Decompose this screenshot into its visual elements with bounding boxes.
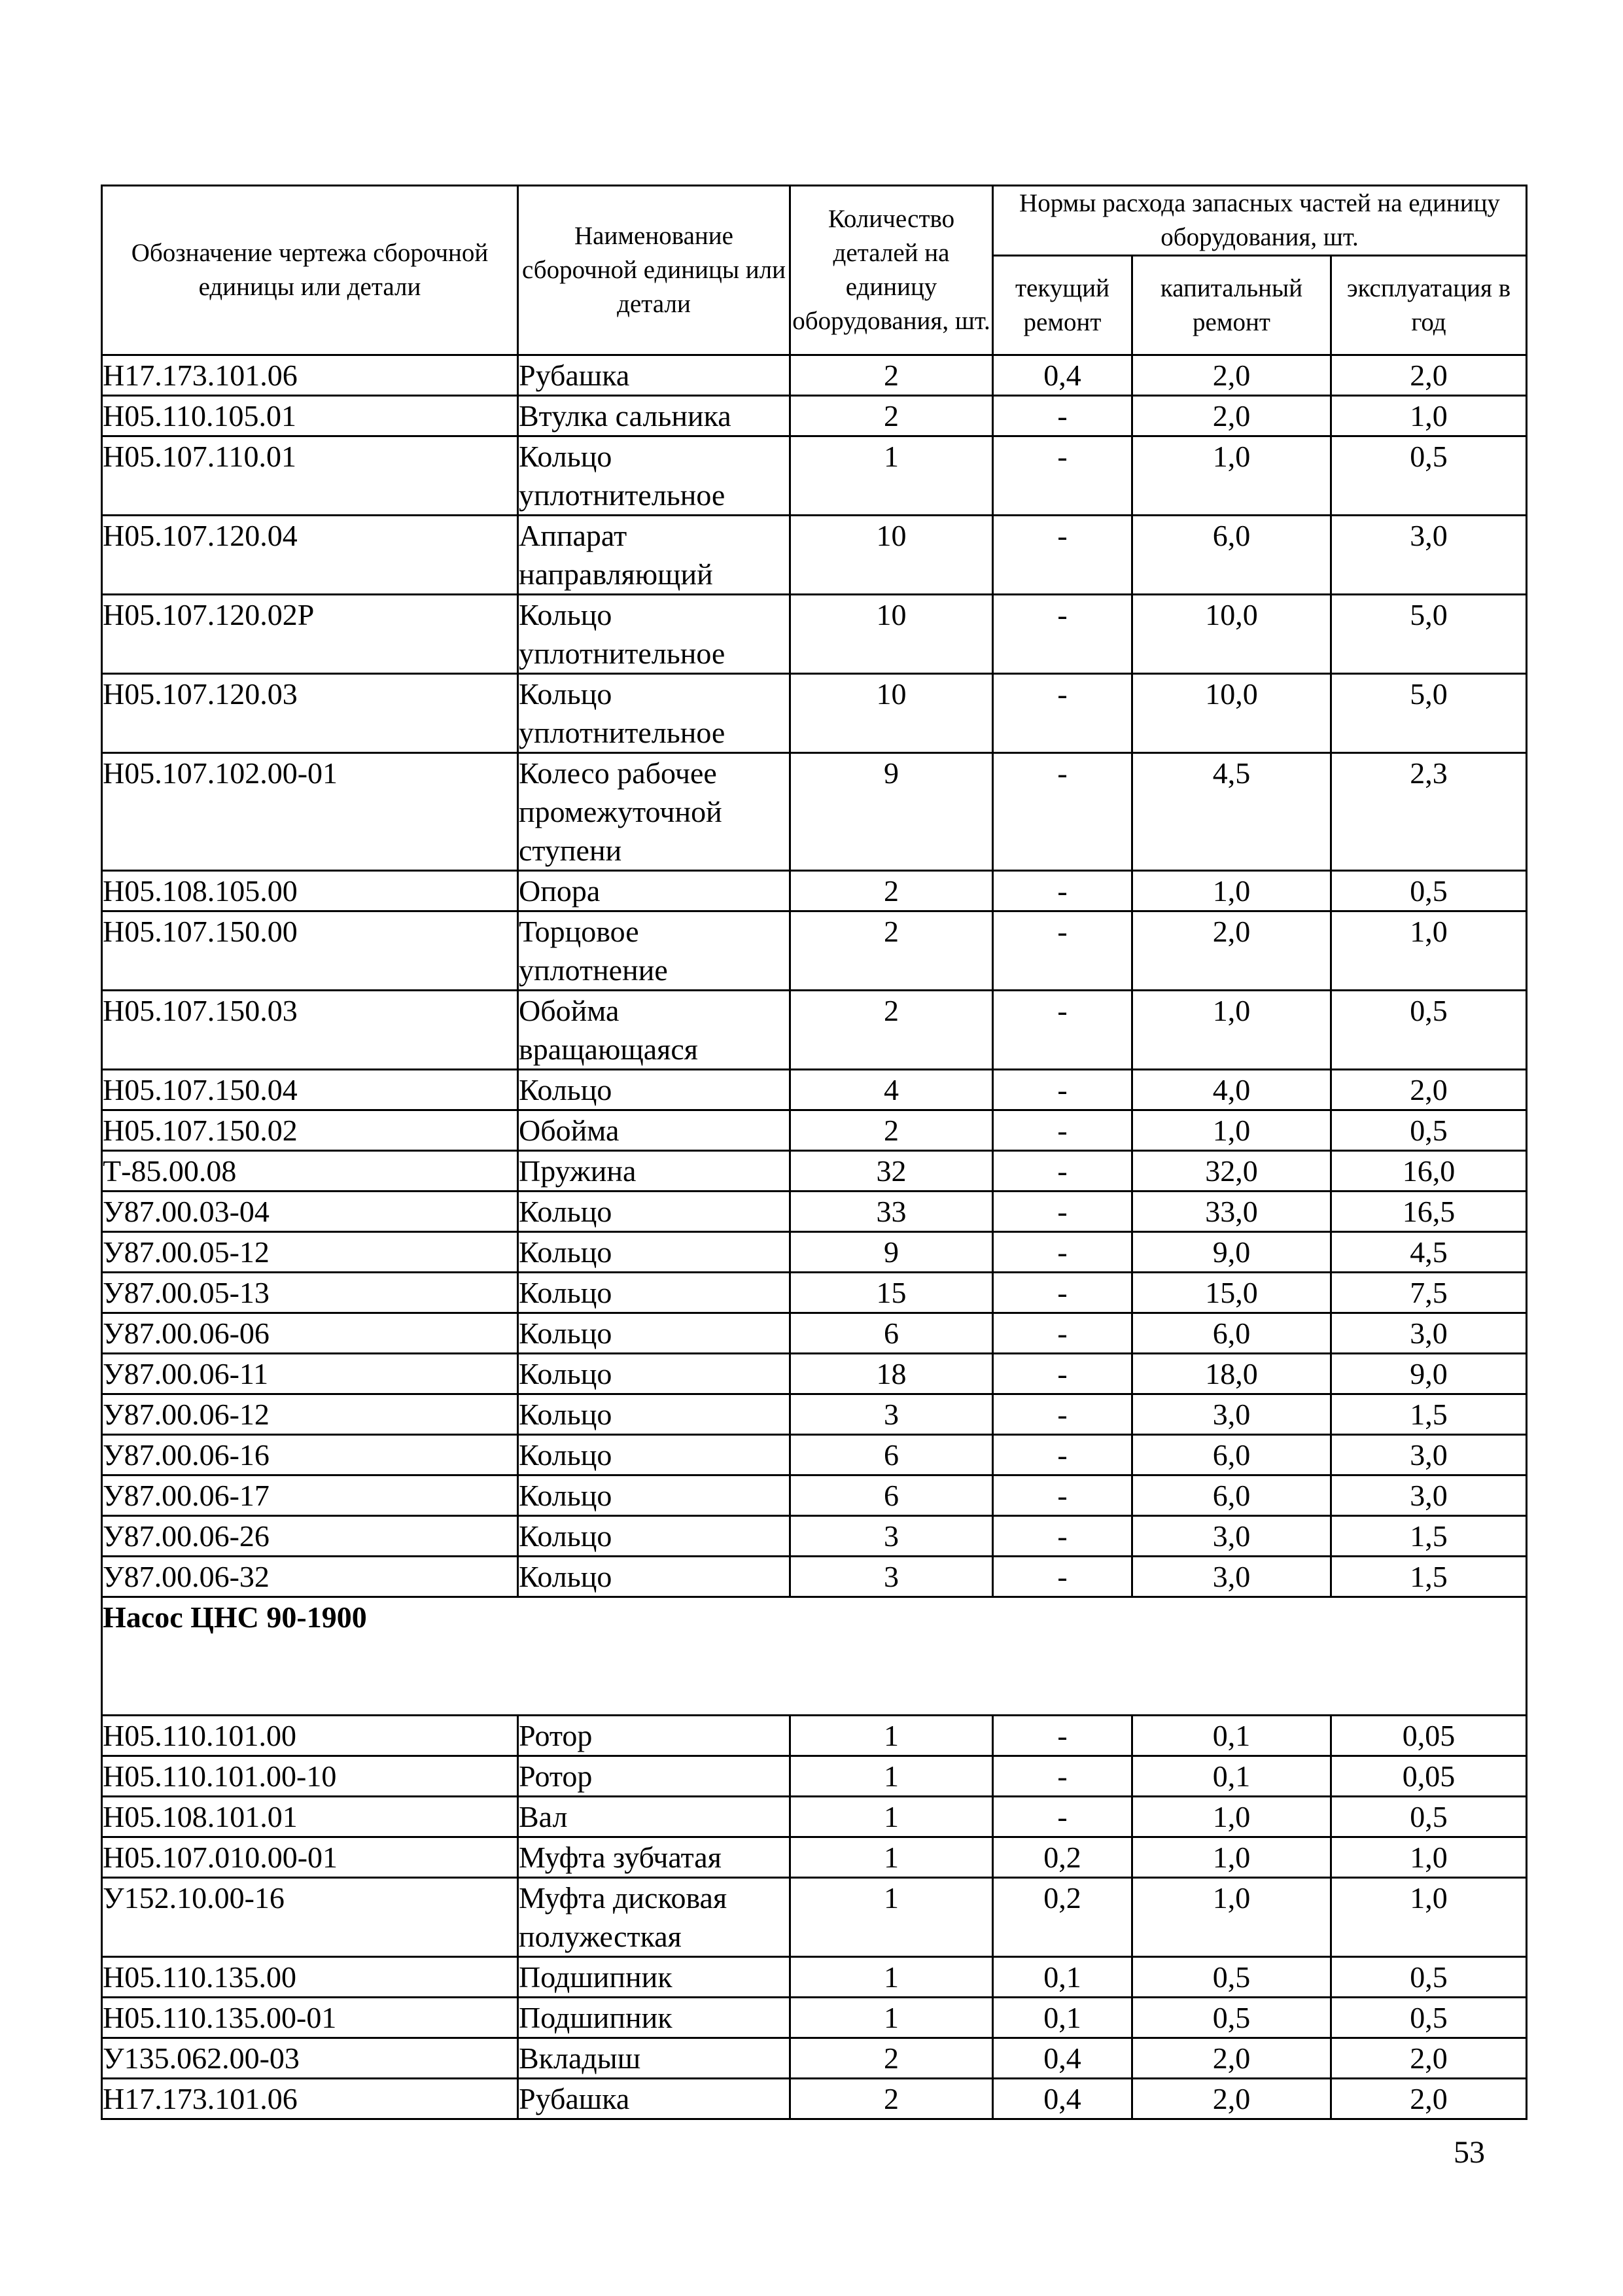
cell-drawing-code: У87.00.06-06 bbox=[102, 1313, 518, 1354]
table-row bbox=[102, 1837, 1527, 1878]
cell-quantity: 32 bbox=[790, 1151, 993, 1192]
cell-part-name: Кольцо bbox=[518, 1475, 790, 1516]
cell-operation-per-year: 3,0 bbox=[1331, 1313, 1527, 1354]
cell-current-repair: 0,1 bbox=[993, 1998, 1132, 2038]
cell-drawing-code: У87.00.05-13 bbox=[102, 1273, 518, 1313]
table-row bbox=[102, 1354, 1527, 1394]
cell-part-name: Колесо рабочее промежуточной ступени bbox=[518, 753, 790, 871]
cell-capital-repair: 2,0 bbox=[1132, 396, 1331, 436]
table-row bbox=[102, 1998, 1527, 2038]
cell-operation-per-year: 5,0 bbox=[1331, 595, 1527, 674]
cell-operation-per-year: 1,0 bbox=[1331, 1837, 1527, 1878]
cell-quantity: 3 bbox=[790, 1394, 993, 1435]
table-row bbox=[102, 1557, 1527, 1597]
cell-drawing-code: Н05.107.120.02Р bbox=[102, 595, 518, 674]
header-qty: Количество деталей на единицу оборудования, шт. bbox=[790, 186, 993, 355]
cell-drawing-code: Н05.110.135.00-01 bbox=[102, 1998, 518, 2038]
cell-current-repair: - bbox=[993, 1557, 1132, 1597]
cell-current-repair: - bbox=[993, 753, 1132, 871]
cell-quantity: 6 bbox=[790, 1435, 993, 1475]
cell-part-name: Обойма вращающаяся bbox=[518, 991, 790, 1070]
cell-quantity: 6 bbox=[790, 1475, 993, 1516]
cell-capital-repair: 0,1 bbox=[1132, 1756, 1331, 1797]
cell-part-name: Вал bbox=[518, 1797, 790, 1837]
cell-operation-per-year: 3,0 bbox=[1331, 1435, 1527, 1475]
cell-current-repair: - bbox=[993, 911, 1132, 991]
cell-capital-repair: 9,0 bbox=[1132, 1232, 1331, 1273]
cell-drawing-code: Н05.110.105.01 bbox=[102, 396, 518, 436]
cell-drawing-code: Н05.108.101.01 bbox=[102, 1797, 518, 1837]
cell-capital-repair: 18,0 bbox=[1132, 1354, 1331, 1394]
cell-capital-repair: 6,0 bbox=[1132, 1313, 1331, 1354]
cell-part-name: Кольцо уплотнительное bbox=[518, 436, 790, 516]
cell-quantity: 10 bbox=[790, 674, 993, 753]
cell-part-name: Аппарат направляющий bbox=[518, 516, 790, 595]
table-row bbox=[102, 516, 1527, 595]
cell-capital-repair: 6,0 bbox=[1132, 1435, 1331, 1475]
cell-capital-repair: 1,0 bbox=[1132, 1110, 1331, 1151]
cell-capital-repair: 1,0 bbox=[1132, 871, 1331, 911]
cell-capital-repair: 2,0 bbox=[1132, 355, 1331, 396]
cell-part-name: Кольцо bbox=[518, 1232, 790, 1273]
table-row bbox=[102, 1716, 1527, 1756]
cell-operation-per-year: 1,5 bbox=[1331, 1516, 1527, 1557]
cell-quantity: 1 bbox=[790, 1716, 993, 1756]
cell-operation-per-year: 7,5 bbox=[1331, 1273, 1527, 1313]
cell-drawing-code: Н05.107.120.03 bbox=[102, 674, 518, 753]
cell-capital-repair: 4,0 bbox=[1132, 1070, 1331, 1110]
cell-current-repair: - bbox=[993, 1394, 1132, 1435]
cell-part-name: Кольцо bbox=[518, 1192, 790, 1232]
cell-current-repair: - bbox=[993, 1313, 1132, 1354]
cell-drawing-code: У87.00.06-32 bbox=[102, 1557, 518, 1597]
cell-current-repair: 0,2 bbox=[993, 1837, 1132, 1878]
cell-quantity: 2 bbox=[790, 2079, 993, 2119]
cell-part-name: Подшипник bbox=[518, 1998, 790, 2038]
table-row bbox=[102, 753, 1527, 871]
cell-current-repair: - bbox=[993, 1070, 1132, 1110]
table-row bbox=[102, 2038, 1527, 2079]
section-header bbox=[102, 1597, 1527, 1716]
table-row bbox=[102, 911, 1527, 991]
cell-quantity: 3 bbox=[790, 1557, 993, 1597]
cell-operation-per-year: 0,5 bbox=[1331, 991, 1527, 1070]
table-row bbox=[102, 436, 1527, 516]
table-row bbox=[102, 1516, 1527, 1557]
cell-part-name: Муфта дисковая полужесткая bbox=[518, 1878, 790, 1957]
cell-part-name: Вкладыш bbox=[518, 2038, 790, 2079]
cell-drawing-code: У87.00.05-12 bbox=[102, 1232, 518, 1273]
cell-quantity: 1 bbox=[790, 436, 993, 516]
cell-current-repair: 0,4 bbox=[993, 2079, 1132, 2119]
cell-current-repair: - bbox=[993, 436, 1132, 516]
cell-drawing-code: У87.00.06-26 bbox=[102, 1516, 518, 1557]
cell-capital-repair: 15,0 bbox=[1132, 1273, 1331, 1313]
cell-part-name: Кольцо уплотнительное bbox=[518, 674, 790, 753]
cell-operation-per-year: 1,0 bbox=[1331, 396, 1527, 436]
cell-operation-per-year: 1,0 bbox=[1331, 911, 1527, 991]
cell-operation-per-year: 2,0 bbox=[1331, 1070, 1527, 1110]
cell-operation-per-year: 0,5 bbox=[1331, 871, 1527, 911]
cell-current-repair: - bbox=[993, 1516, 1132, 1557]
cell-current-repair: - bbox=[993, 991, 1132, 1070]
cell-capital-repair: 2,0 bbox=[1132, 2079, 1331, 2119]
cell-drawing-code: У87.00.06-17 bbox=[102, 1475, 518, 1516]
cell-drawing-code: Н05.107.102.00-01 bbox=[102, 753, 518, 871]
cell-capital-repair: 6,0 bbox=[1132, 1475, 1331, 1516]
cell-capital-repair: 10,0 bbox=[1132, 595, 1331, 674]
cell-capital-repair: 3,0 bbox=[1132, 1516, 1331, 1557]
cell-operation-per-year: 2,0 bbox=[1331, 2079, 1527, 2119]
cell-operation-per-year: 2,0 bbox=[1331, 2038, 1527, 2079]
cell-drawing-code: Н05.107.150.04 bbox=[102, 1070, 518, 1110]
cell-drawing-code: Н05.110.135.00 bbox=[102, 1957, 518, 1998]
table-row bbox=[102, 1192, 1527, 1232]
cell-current-repair: - bbox=[993, 1192, 1132, 1232]
cell-operation-per-year: 16,0 bbox=[1331, 1151, 1527, 1192]
cell-capital-repair: 1,0 bbox=[1132, 991, 1331, 1070]
cell-drawing-code: У152.10.00-16 bbox=[102, 1878, 518, 1957]
cell-quantity: 2 bbox=[790, 355, 993, 396]
cell-capital-repair: 10,0 bbox=[1132, 674, 1331, 753]
page-number: 53 bbox=[1454, 2135, 1485, 2170]
cell-current-repair: 0,2 bbox=[993, 1878, 1132, 1957]
cell-operation-per-year: 1,5 bbox=[1331, 1394, 1527, 1435]
table-row bbox=[102, 991, 1527, 1070]
cell-operation-per-year: 0,5 bbox=[1331, 1797, 1527, 1837]
cell-drawing-code: У87.00.06-12 bbox=[102, 1394, 518, 1435]
cell-part-name: Кольцо bbox=[518, 1354, 790, 1394]
cell-part-name: Кольцо уплотнительное bbox=[518, 595, 790, 674]
cell-quantity: 2 bbox=[790, 991, 993, 1070]
cell-drawing-code: Н05.107.150.02 bbox=[102, 1110, 518, 1151]
table-row bbox=[102, 1756, 1527, 1797]
cell-drawing-code: Н17.173.101.06 bbox=[102, 355, 518, 396]
section-title: Насос ЦНС 90-1900 bbox=[103, 1600, 367, 1634]
cell-current-repair: - bbox=[993, 1756, 1132, 1797]
cell-current-repair: 0,4 bbox=[993, 355, 1132, 396]
cell-current-repair: - bbox=[993, 1151, 1132, 1192]
cell-current-repair: 0,4 bbox=[993, 2038, 1132, 2079]
cell-operation-per-year: 3,0 bbox=[1331, 516, 1527, 595]
cell-capital-repair: 1,0 bbox=[1132, 1878, 1331, 1957]
cell-capital-repair: 0,1 bbox=[1132, 1716, 1331, 1756]
cell-quantity: 1 bbox=[790, 1756, 993, 1797]
cell-current-repair: - bbox=[993, 396, 1132, 436]
cell-quantity: 9 bbox=[790, 753, 993, 871]
cell-capital-repair: 33,0 bbox=[1132, 1192, 1331, 1232]
cell-drawing-code: Н05.107.120.04 bbox=[102, 516, 518, 595]
cell-current-repair: - bbox=[993, 1716, 1132, 1756]
cell-part-name: Кольцо bbox=[518, 1313, 790, 1354]
cell-operation-per-year: 5,0 bbox=[1331, 674, 1527, 753]
cell-quantity: 18 bbox=[790, 1354, 993, 1394]
header-current: текущий ремонт bbox=[993, 256, 1132, 355]
cell-quantity: 1 bbox=[790, 1878, 993, 1957]
table-row bbox=[102, 1475, 1527, 1516]
cell-capital-repair: 2,0 bbox=[1132, 2038, 1331, 2079]
table-row bbox=[102, 1957, 1527, 1998]
cell-quantity: 9 bbox=[790, 1232, 993, 1273]
table-row bbox=[102, 355, 1527, 396]
cell-current-repair: - bbox=[993, 1435, 1132, 1475]
cell-quantity: 2 bbox=[790, 871, 993, 911]
cell-operation-per-year: 0,05 bbox=[1331, 1756, 1527, 1797]
cell-quantity: 1 bbox=[790, 1837, 993, 1878]
cell-drawing-code: Н05.107.150.03 bbox=[102, 991, 518, 1070]
cell-drawing-code: Н05.107.010.00-01 bbox=[102, 1837, 518, 1878]
table-row bbox=[102, 1232, 1527, 1273]
cell-operation-per-year: 9,0 bbox=[1331, 1354, 1527, 1394]
cell-part-name: Кольцо bbox=[518, 1557, 790, 1597]
cell-capital-repair: 3,0 bbox=[1132, 1557, 1331, 1597]
table-row bbox=[102, 595, 1527, 674]
cell-part-name: Ротор bbox=[518, 1716, 790, 1756]
cell-operation-per-year: 0,5 bbox=[1331, 1110, 1527, 1151]
cell-drawing-code: Н05.107.110.01 bbox=[102, 436, 518, 516]
cell-quantity: 15 bbox=[790, 1273, 993, 1313]
cell-quantity: 2 bbox=[790, 2038, 993, 2079]
cell-operation-per-year: 4,5 bbox=[1331, 1232, 1527, 1273]
cell-part-name: Кольцо bbox=[518, 1435, 790, 1475]
cell-quantity: 3 bbox=[790, 1516, 993, 1557]
table-row bbox=[102, 1273, 1527, 1313]
cell-part-name: Обойма bbox=[518, 1110, 790, 1151]
cell-part-name: Торцовое уплотнение bbox=[518, 911, 790, 991]
cell-capital-repair: 6,0 bbox=[1132, 516, 1331, 595]
table-row bbox=[102, 1110, 1527, 1151]
section-title-cell bbox=[102, 1597, 1527, 1716]
cell-current-repair: - bbox=[993, 595, 1132, 674]
cell-part-name: Кольцо bbox=[518, 1516, 790, 1557]
cell-quantity: 33 bbox=[790, 1192, 993, 1232]
cell-part-name: Муфта зубчатая bbox=[518, 1837, 790, 1878]
header-capital: капитальный ремонт bbox=[1132, 256, 1331, 355]
cell-capital-repair: 3,0 bbox=[1132, 1394, 1331, 1435]
cell-operation-per-year: 1,5 bbox=[1331, 1557, 1527, 1597]
table-body-main bbox=[102, 355, 1527, 1597]
cell-part-name: Ротор bbox=[518, 1756, 790, 1797]
header-name: Наименование сборочной единицы или детали bbox=[518, 186, 790, 355]
cell-part-name: Пружина bbox=[518, 1151, 790, 1192]
cell-drawing-code: Т-85.00.08 bbox=[102, 1151, 518, 1192]
table-body-pump bbox=[102, 1716, 1527, 2119]
cell-capital-repair: 1,0 bbox=[1132, 1837, 1331, 1878]
cell-part-name: Подшипник bbox=[518, 1957, 790, 1998]
cell-operation-per-year: 2,3 bbox=[1331, 753, 1527, 871]
table-row bbox=[102, 1394, 1527, 1435]
header-operation: эксплуатация в год bbox=[1331, 256, 1527, 355]
cell-drawing-code: Н05.110.101.00-10 bbox=[102, 1756, 518, 1797]
cell-quantity: 10 bbox=[790, 595, 993, 674]
cell-part-name: Кольцо bbox=[518, 1070, 790, 1110]
cell-capital-repair: 2,0 bbox=[1132, 911, 1331, 991]
table-row bbox=[102, 1313, 1527, 1354]
cell-operation-per-year: 16,5 bbox=[1331, 1192, 1527, 1232]
cell-part-name: Рубашка bbox=[518, 2079, 790, 2119]
cell-drawing-code: Н05.110.101.00 bbox=[102, 1716, 518, 1756]
cell-drawing-code: Н17.173.101.06 bbox=[102, 2079, 518, 2119]
cell-quantity: 2 bbox=[790, 1110, 993, 1151]
cell-capital-repair: 0,5 bbox=[1132, 1998, 1331, 2038]
cell-current-repair: 0,1 bbox=[993, 1957, 1132, 1998]
cell-part-name: Кольцо bbox=[518, 1273, 790, 1313]
cell-drawing-code: Н05.108.105.00 bbox=[102, 871, 518, 911]
table-row bbox=[102, 2079, 1527, 2119]
cell-capital-repair: 4,5 bbox=[1132, 753, 1331, 871]
cell-quantity: 1 bbox=[790, 1998, 993, 2038]
cell-current-repair: - bbox=[993, 1110, 1132, 1151]
header-drawing: Обозначение чертежа сборочной единицы или детали bbox=[102, 186, 518, 355]
cell-operation-per-year: 1,0 bbox=[1331, 1878, 1527, 1957]
cell-drawing-code: Н05.107.150.00 bbox=[102, 911, 518, 991]
cell-current-repair: - bbox=[993, 1232, 1132, 1273]
cell-drawing-code: У87.00.03-04 bbox=[102, 1192, 518, 1232]
cell-operation-per-year: 0,5 bbox=[1331, 1957, 1527, 1998]
table-row bbox=[102, 1435, 1527, 1475]
cell-drawing-code: У87.00.06-16 bbox=[102, 1435, 518, 1475]
cell-quantity: 2 bbox=[790, 911, 993, 991]
cell-capital-repair: 1,0 bbox=[1132, 1797, 1331, 1837]
cell-operation-per-year: 0,5 bbox=[1331, 436, 1527, 516]
cell-current-repair: - bbox=[993, 871, 1132, 911]
cell-quantity: 4 bbox=[790, 1070, 993, 1110]
cell-current-repair: - bbox=[993, 1797, 1132, 1837]
cell-operation-per-year: 2,0 bbox=[1331, 355, 1527, 396]
table-row bbox=[102, 1797, 1527, 1837]
cell-part-name: Втулка сальника bbox=[518, 396, 790, 436]
cell-capital-repair: 0,5 bbox=[1132, 1957, 1331, 1998]
cell-current-repair: - bbox=[993, 674, 1132, 753]
table-row bbox=[102, 1878, 1527, 1957]
table-row bbox=[102, 1070, 1527, 1110]
cell-quantity: 1 bbox=[790, 1957, 993, 1998]
cell-operation-per-year: 0,5 bbox=[1331, 1998, 1527, 2038]
table-row bbox=[102, 396, 1527, 436]
table-row bbox=[102, 1151, 1527, 1192]
cell-capital-repair: 1,0 bbox=[1132, 436, 1331, 516]
cell-quantity: 10 bbox=[790, 516, 993, 595]
cell-drawing-code: У87.00.06-11 bbox=[102, 1354, 518, 1394]
cell-capital-repair: 32,0 bbox=[1132, 1151, 1331, 1192]
cell-part-name: Опора bbox=[518, 871, 790, 911]
cell-operation-per-year: 0,05 bbox=[1331, 1716, 1527, 1756]
cell-current-repair: - bbox=[993, 1475, 1132, 1516]
cell-drawing-code: У135.062.00-03 bbox=[102, 2038, 518, 2079]
cell-quantity: 1 bbox=[790, 1797, 993, 1837]
header-norms: Нормы расхода запасных частей на единицу оборудования, шт. bbox=[993, 186, 1527, 256]
cell-current-repair: - bbox=[993, 516, 1132, 595]
table-row bbox=[102, 674, 1527, 753]
cell-current-repair: - bbox=[993, 1273, 1132, 1313]
cell-part-name: Кольцо bbox=[518, 1394, 790, 1435]
cell-operation-per-year: 3,0 bbox=[1331, 1475, 1527, 1516]
cell-current-repair: - bbox=[993, 1354, 1132, 1394]
cell-quantity: 2 bbox=[790, 396, 993, 436]
cell-part-name: Рубашка bbox=[518, 355, 790, 396]
spare-parts-table bbox=[101, 185, 1527, 2120]
cell-quantity: 6 bbox=[790, 1313, 993, 1354]
table-row bbox=[102, 871, 1527, 911]
